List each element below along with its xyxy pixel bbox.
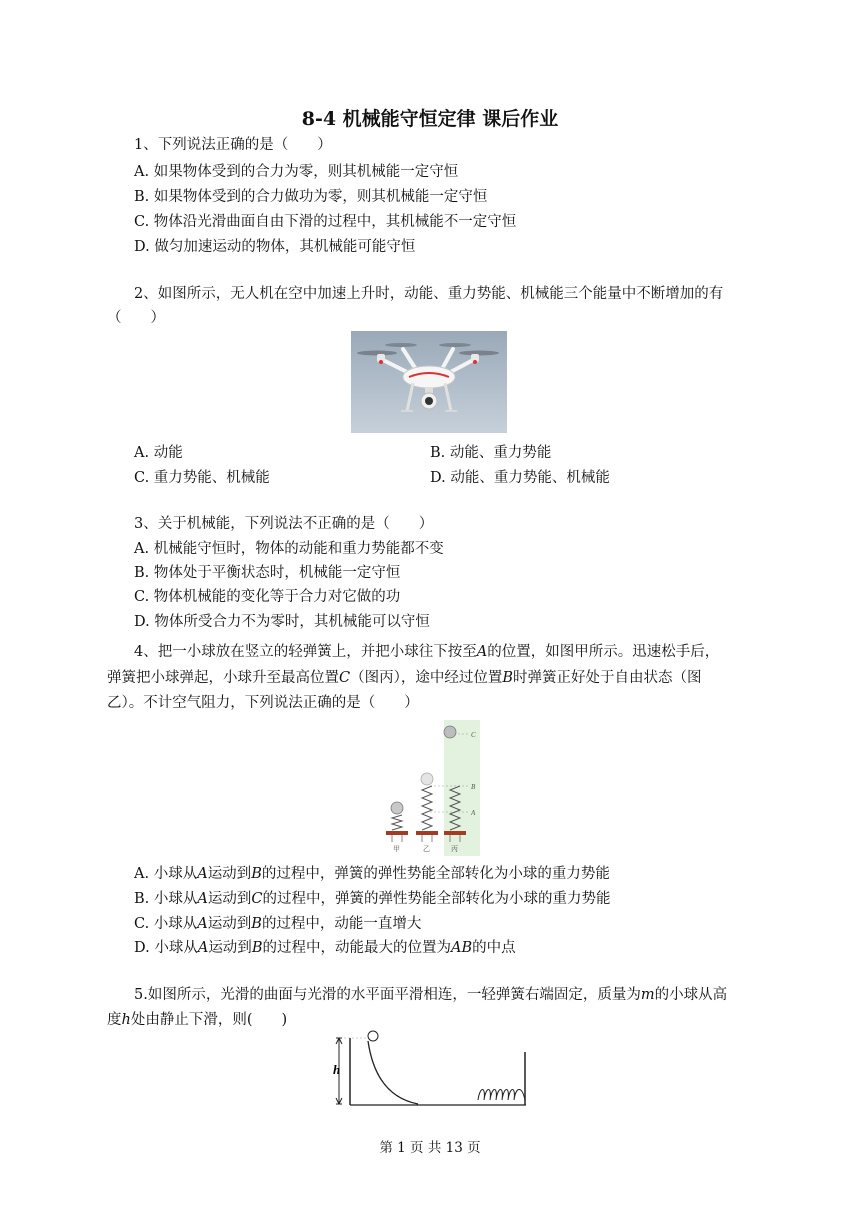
q2-stem-line1: 2、如图所示，无人机在空中加速上升时，动能、重力势能、机械能三个能量中不断增加的有	[134, 286, 724, 302]
q4-option-d: D. 小球从A运动到B的过程中，动能最大的位置为AB的中点	[134, 940, 516, 956]
q3-option-a: A. 机械能守恒时，物体的动能和重力势能都不变	[134, 541, 444, 557]
q2-option-b: B. 动能、重力势能	[430, 445, 552, 461]
q3-option-c: C. 物体机械能的变化等于合力对它做的功	[134, 589, 401, 605]
q1-option-b: B. 如果物体受到的合力做功为零，则其机械能一定守恒	[134, 189, 488, 205]
q1-option-c: C. 物体沿光滑曲面自由下滑的过程中，其机械能不一定守恒	[134, 214, 517, 230]
fig-label-bing: 丙	[451, 845, 458, 853]
q4-option-a: A. 小球从A运动到B的过程中，弹簧的弹性势能全部转化为小球的重力势能	[134, 866, 610, 882]
height-label: h	[333, 1062, 341, 1077]
q1-option-a: A. 如果物体受到的合力为零，则其机械能一定守恒	[134, 164, 459, 180]
q2-option-a: A. 动能	[134, 445, 183, 461]
fig-label-b: B	[471, 783, 476, 791]
q2-option-c: C. 重力势能、机械能	[134, 470, 270, 486]
q3-option-b: B. 物体处于平衡状态时，机械能一定守恒	[134, 565, 401, 581]
page-title: 8-4 机械能守恒定律 课后作业	[301, 108, 559, 130]
fig-label-yi: 乙	[423, 845, 430, 853]
q1-option-d: D. 做匀加速运动的物体，其机械能可能守恒	[134, 239, 416, 255]
q5-stem-line2: 度h处由静止下滑，则( )	[107, 1012, 288, 1028]
drone-photo	[351, 331, 507, 433]
q4-stem-line2: 弹簧把小球弹起，小球升至最高位置C（图丙），途中经过位置B时弹簧正好处于自由状态（图	[107, 670, 702, 686]
spring-figure	[378, 720, 480, 856]
fig-label-jia: 甲	[393, 845, 400, 853]
q4-stem-line1: 4、把一小球放在竖立的轻弹簧上，并把小球往下按至A的位置，如图甲所示。迅速松手后，	[134, 644, 720, 660]
page-footer: 第 1 页 共 13 页	[379, 1140, 481, 1156]
q4-stem-line3: 乙）。不计空气阻力，下列说法正确的是（ ）	[107, 695, 419, 711]
fig-label-a: A	[471, 809, 476, 817]
slope-spring-figure	[330, 1030, 530, 1110]
q1-stem: 1、下列说法正确的是（ ）	[134, 137, 332, 153]
q4-option-b: B. 小球从A运动到C的过程中，弹簧的弹性势能全部转化为小球的重力势能	[134, 891, 611, 907]
q2-stem-line2: （ ）	[107, 310, 165, 326]
q2-option-d: D. 动能、重力势能、机械能	[430, 470, 610, 486]
q3-stem: 3、关于机械能，下列说法不正确的是（ ）	[134, 516, 434, 532]
q4-option-c: C. 小球从A运动到B的过程中，动能一直增大	[134, 916, 422, 932]
q5-stem-line1: 5.如图所示，光滑的曲面与光滑的水平面平滑相连，一轻弹簧右端固定，质量为m的小球从高	[134, 987, 728, 1003]
fig-label-c: C	[471, 731, 476, 739]
q3-option-d: D. 物体所受合力不为零时，其机械能可以守恒	[134, 614, 430, 630]
